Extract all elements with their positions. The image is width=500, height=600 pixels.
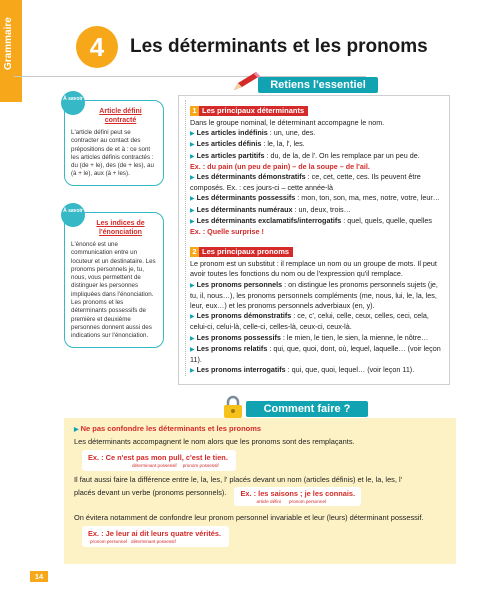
comment-p3: On évitera notamment de confondre leur pronom personnel invariable et leur (leurs) déterminant possessif. — [74, 513, 424, 522]
bullet-arrow-icon: ▶ — [190, 175, 195, 182]
chapter-number: 4 — [76, 26, 118, 68]
essentiel-banner: Retiens l'essentiel — [258, 77, 378, 93]
note-text: Les pronoms et les déterminants possessifs de première et deuxième personnes donnent aussi des indications sur l'énonciation. — [71, 299, 152, 340]
list-item: ▶ Les déterminants démonstratifs : ce, cet, cette, ces. Ils peuvent être composés. Ex. : ces jours-ci – cette année-là — [190, 172, 421, 193]
list-item: ▶ Les articles indéfinis : un, une, des. — [190, 128, 316, 138]
list-item: ▶ Les articles partitifs : du, de la, de l'. On les remplace par un peu de. — [190, 150, 420, 160]
bullet-arrow-icon: ▶ — [190, 368, 195, 375]
comment-p2b: placés devant un verbe (pronoms personnels). — [74, 488, 227, 497]
side-tab-label: Grammaire — [3, 17, 14, 70]
essentiel-box — [178, 95, 450, 385]
example-card: Ex. : les saisons ; je les connais. article défini pronom personnel — [234, 487, 361, 506]
comment-faire-box — [64, 418, 456, 564]
list-item: ▶ Les déterminants numéraux : un, deux, trois… — [190, 204, 351, 214]
bullet-arrow-icon: ▶ — [190, 218, 195, 225]
note-text: L'article défini peut se contracter au contact des prépositions de et à : ce sont les articles définis contractés : du (de + le), des (de + les), au (à + le), aux (à + les). — [71, 129, 154, 178]
bullet-arrow-icon: ▶ — [190, 207, 195, 214]
list-item: ▶ Les pronoms possessifs : le mien, le tien, le sien, la mienne, le nôtre… — [190, 332, 429, 342]
savoir-badge: À savoir — [61, 91, 85, 115]
padlock-icon — [218, 394, 248, 420]
list-item: ▶ Les pronoms relatifs : qui, que, quoi, dont, où, lequel, laquelle… (voir leçon 11). — [190, 343, 441, 365]
note-enonciation — [63, 208, 164, 348]
section-heading: 2 Les principaux pronoms — [190, 247, 293, 257]
list-item: ▶ Les articles définis : le, la, l', les. — [190, 139, 305, 149]
list-item: ▶ Les déterminants possessifs : mon, ton, son, ma, mes, notre, votre, leur… — [190, 193, 440, 203]
example-card: Ex. : Je leur ai dit leurs quatre vérités. pronom personnel déterminant possessif — [82, 526, 229, 547]
bullet-arrow-icon: ▶ — [190, 153, 195, 160]
comment-p1: Les déterminants accompagnent le nom alors que les pronoms sont des remplaçants. — [74, 437, 355, 446]
bullet-arrow-icon: ▶ — [190, 142, 195, 149]
note-title: Les indices de l'énonciation — [96, 220, 145, 236]
bullet-arrow-icon: ▶ — [190, 314, 195, 321]
list-item: Ex. : du pain (un peu de pain) – de la soupe – de l'ail. — [190, 161, 370, 171]
list-item: ▶ Les pronoms personnels : on distingue les pronoms personnels sujets (je, tu, il, nous…), les pronoms personnels compléments (me, nous, lui, le, la, les, leur, eux…) et les pronoms personnels adverbiaux (en, y). — [190, 279, 438, 311]
comment-banner: Comment faire ? — [246, 401, 368, 417]
bullet-arrow-icon: ▶ — [190, 282, 195, 289]
list-item: Ex. : Quelle surprise ! — [190, 227, 264, 237]
page-number: 14 — [30, 571, 48, 582]
savoir-badge: À savoir — [61, 203, 85, 227]
side-tab — [0, 0, 22, 102]
note-article-contracte — [63, 96, 164, 186]
example-card: Ex. : Ce n'est pas mon pull, c'est le tien. déterminant possessif pronom possessif — [82, 450, 236, 471]
section-intro: Le pronom est un substitut : il remplace un nom ou un groupe de mots. Il peut avoir toutes les fonctions du nom ou de l'expression qu'il remplace. — [190, 259, 437, 279]
note-text: L'énoncé est une communication entre un locuteur et un destinataire. Les pronoms personnels je, tu, nous, vous permettent de distinguer les personnes impliquées dans l'énonciation. — [71, 241, 156, 298]
comment-heading: ▶ Ne pas confondre les déterminants et les pronoms — [74, 424, 262, 433]
chapter-title: Les déterminants et les pronoms — [130, 36, 428, 57]
section-intro: Dans le groupe nominal, le déterminant accompagne le nom. — [190, 118, 385, 127]
bullet-arrow-icon: ▶ — [190, 196, 195, 203]
list-item: ▶ Les pronoms démonstratifs : ce, c', celui, celle, ceux, celles, ceci, cela, celui-ci, celui-là, celle-ci, celles-là, ceux-ci, ceux-là. — [190, 311, 429, 332]
comment-p2a: Il faut aussi faire la différence entre le, la, les, l' placés devant un nom (articles définis) et le, la, les, l' — [74, 475, 403, 484]
list-item: ▶ Les déterminants exclamatifs/interrogatifs : quel, quels, quelle, quelles — [190, 215, 432, 225]
bullet-arrow-icon: ▶ — [190, 131, 195, 138]
list-item: ▶ Les pronoms interrogatifs : qui, que, quoi, lequel… (voir leçon 11). — [190, 365, 415, 375]
section-heading: 1 Les principaux déterminants — [190, 106, 308, 116]
bullet-arrow-icon: ▶ — [190, 346, 195, 353]
bullet-arrow-icon: ▶ — [190, 335, 195, 342]
note-title: Article défini contracté — [99, 108, 142, 124]
